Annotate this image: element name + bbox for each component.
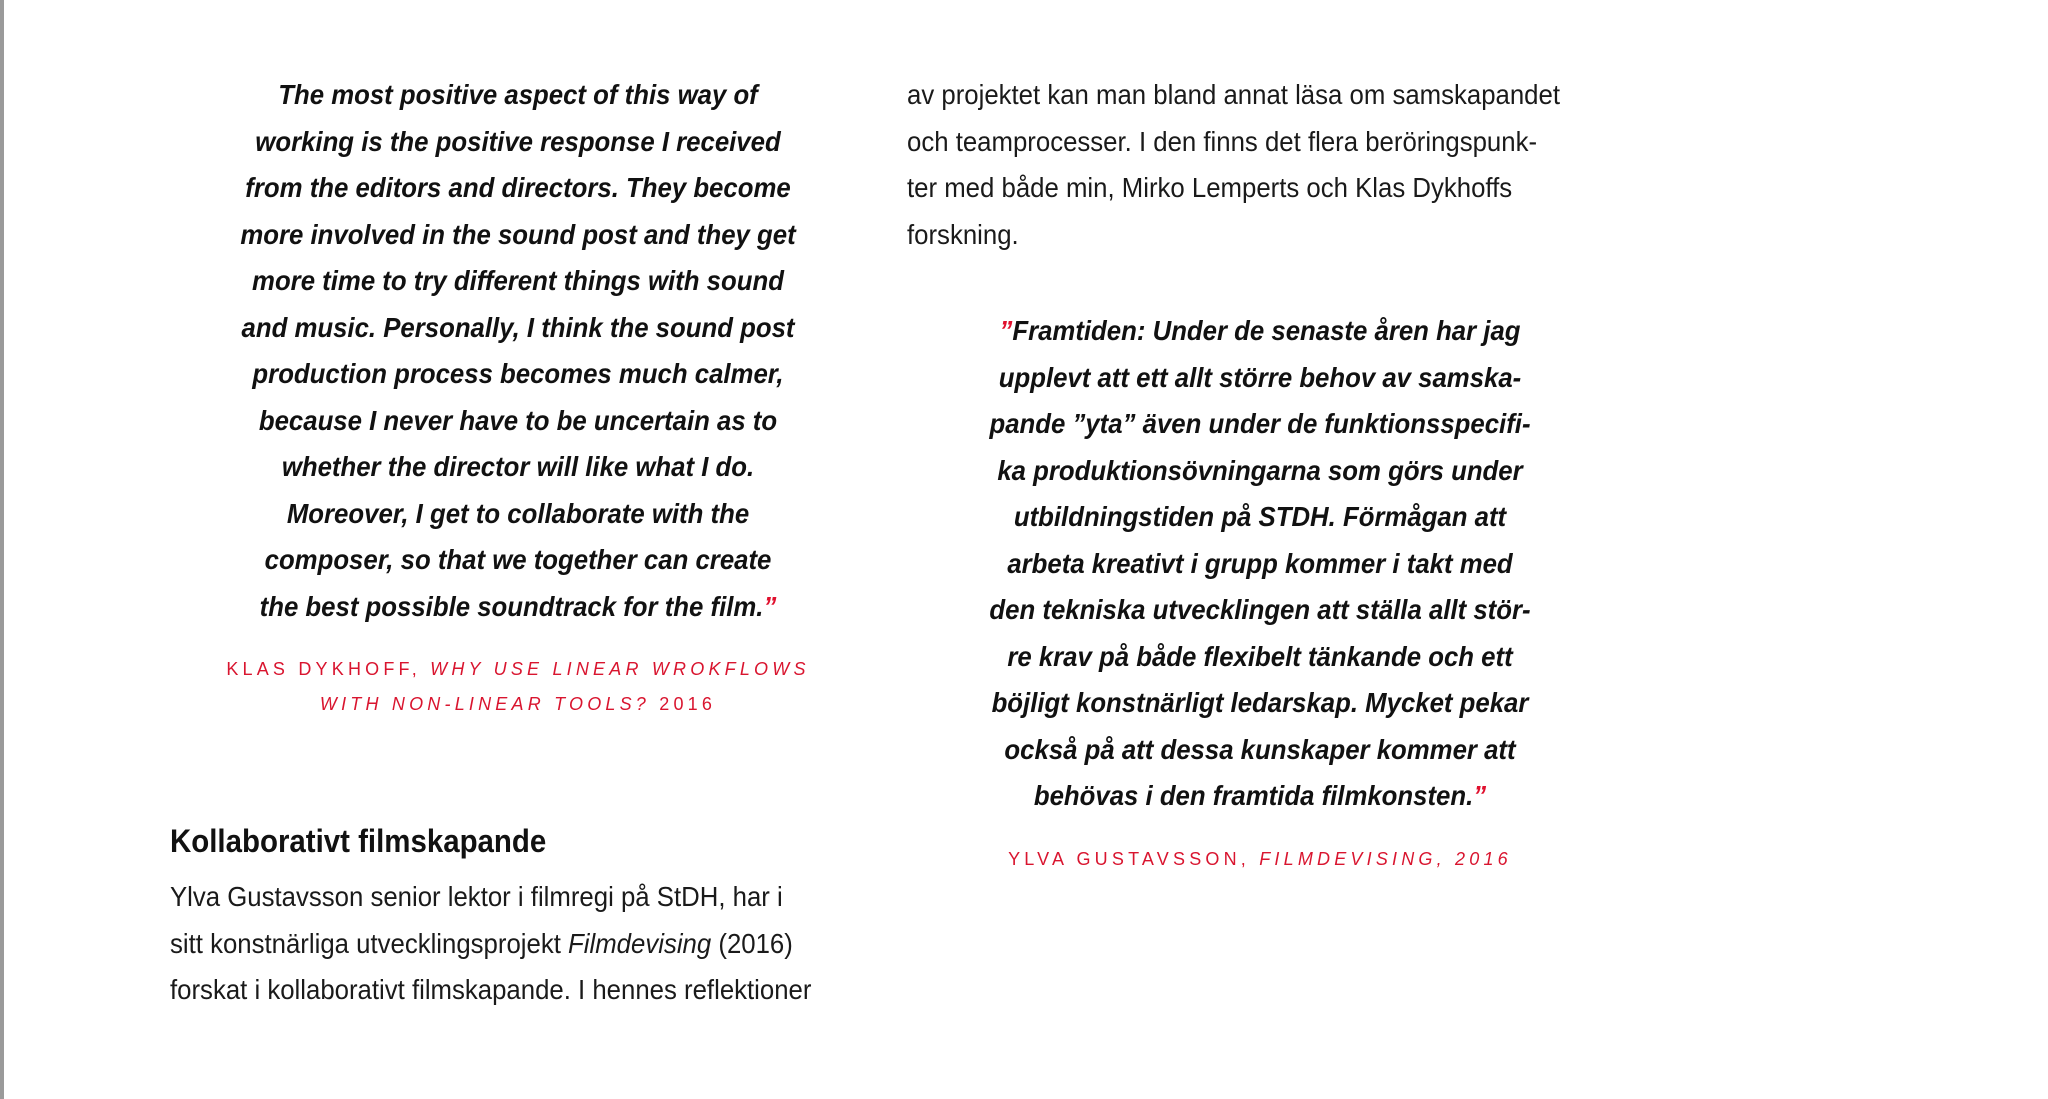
attribution-title-cont: WITH NON-LINEAR TOOLS?	[319, 694, 651, 714]
quote-line: production process becomes much calmer,	[252, 358, 784, 389]
quote-line-text: the best possible soundtrack for the film.	[259, 590, 764, 622]
right-column-text	[907, 72, 1560, 258]
body-line-suffix: (2016)	[711, 927, 793, 959]
quote-line: Moreover, I get to collaborate with the	[286, 497, 750, 529]
quote-line: utbildningstiden på STDH. Förmågan att	[1013, 501, 1507, 532]
quote-line: whether the director will like what I do.	[281, 451, 755, 482]
closing-quote-mark: ”	[1473, 780, 1487, 811]
pull-quote-right	[966, 308, 1555, 820]
quote-line: pande ”yta” även under de funktionsspecifi-	[989, 408, 1531, 439]
section-body	[170, 874, 811, 1014]
quote-attribution-right	[940, 842, 1580, 877]
attribution-line-2	[206, 687, 830, 722]
attribution-title: WHY USE LINEAR WROKFLOWS	[430, 659, 810, 679]
attribution-author: KLAS DYKHOFF,	[226, 659, 431, 679]
body-line: och teamprocesser. I den finns det flera beröringspunk-	[907, 125, 1538, 157]
quote-line-last	[966, 773, 1555, 820]
body-line-text: sitt konstnärliga utvecklingsprojekt	[170, 927, 569, 959]
project-title: Filmdevising	[568, 927, 712, 959]
pull-quote-left	[231, 72, 805, 630]
quote-line: more involved in the sound post and they get	[240, 218, 796, 250]
quote-line: because I never have to be uncertain as to	[258, 404, 778, 436]
quote-line: from the editors and directors. They become	[245, 172, 791, 203]
attribution-year: 2016	[650, 694, 717, 714]
body-line: Ylva Gustavsson senior lektor i filmregi på StDH, har i	[170, 881, 783, 912]
quote-line-text: Framtiden: Under de senaste åren har jag	[1012, 315, 1521, 346]
page-edge	[0, 0, 4, 1099]
quote-line: ka produktionsövningarna som görs under	[997, 454, 1523, 486]
attribution-author: YLVA GUSTAVSSON,	[1008, 849, 1260, 869]
attribution-line-1	[206, 652, 830, 687]
quote-line: The most positive aspect of this way of	[278, 79, 758, 110]
quote-line-first	[966, 308, 1555, 355]
quote-line-last	[231, 584, 805, 631]
section-heading: Kollaborativt filmskapande	[170, 823, 547, 859]
quote-line: composer, so that we together can create	[264, 544, 772, 575]
quote-line: den tekniska utvecklingen att ställa allt stör-	[989, 594, 1531, 625]
quote-line: också på att dessa kunskaper kommer att	[1004, 733, 1516, 765]
quote-line: upplevt att ett allt större behov av samska-	[998, 361, 1522, 393]
attribution-line-1	[940, 842, 1580, 877]
body-line: av projektet kan man bland annat läsa om samskapandet	[907, 79, 1560, 110]
quote-line: more time to try different things with sound	[252, 265, 784, 296]
quote-attribution-left	[206, 652, 830, 722]
body-line: ter med både min, Mirko Lemperts och Klas Dykhoffs	[907, 172, 1513, 203]
quote-line: arbeta kreativt i grupp kommer i takt med	[1007, 547, 1513, 579]
quote-line: working is the positive response I received	[255, 125, 781, 157]
quote-line: and music. Personally, I think the sound post	[241, 311, 795, 343]
body-line	[170, 921, 811, 968]
body-line: forskat i kollaborativt filmskapande. I hennes reflektioner	[170, 974, 812, 1005]
body-line: forskning.	[907, 218, 1019, 250]
quote-line: böjligt konstnärligt ledarskap. Mycket pekar	[991, 687, 1529, 718]
quote-line-text: behövas i den framtida filmkonsten.	[1033, 780, 1474, 811]
attribution-title: FILMDEVISING, 2016	[1259, 849, 1512, 869]
opening-quote-mark: ”	[999, 315, 1013, 346]
quote-line: re krav på både flexibelt tänkande och ett	[1007, 640, 1513, 672]
closing-quote-mark: ”	[763, 590, 777, 622]
